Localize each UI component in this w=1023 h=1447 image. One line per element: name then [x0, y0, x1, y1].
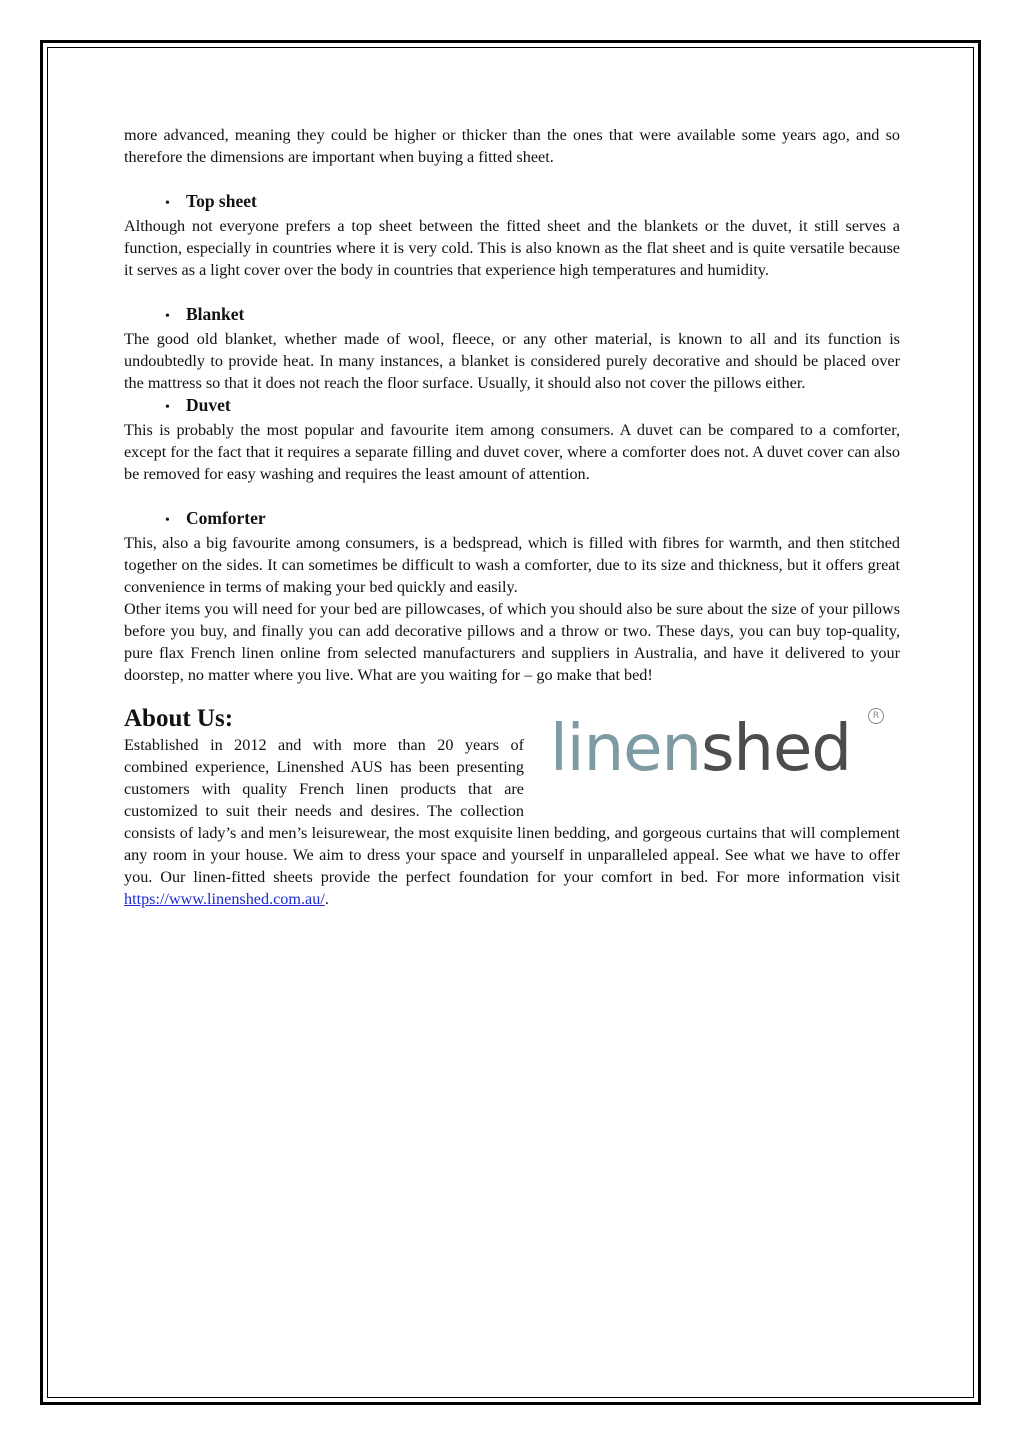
- section-body-duvet: This is probably the most popular and favourite item among consumers. A duvet can be compared to a comforter, except for the fact that it requires a separate filling and duvet cover, where a comforter does not. A duvet cover can also be removed for easy washing and requires the least amount of attention.: [124, 421, 900, 483]
- registered-mark-icon: R: [868, 708, 884, 724]
- linenshed-logo: [544, 708, 900, 810]
- closing-paragraph: Other items you will need for your bed are pillowcases, of which you should also be sure about the size of your pillows before you buy, and finally you can add decorative pillows and a throw or two. These days, you can buy top-quality, pure flax French linen online from selected manufacturers and suppliers in Australia, and have it delivered to your doorstep, no matter where you live. What are you waiting for – go make that bed!: [124, 600, 900, 684]
- section-heading-comforter: • Comforter: [124, 507, 900, 532]
- about-us-heading: About Us:: [124, 705, 234, 732]
- section-body-top-sheet: Although not everyone prefers a top sheet between the fitted sheet and the blankets or the duvet, it still serves a function, especially in countries where it is very cold. This is also known as the flat sheet and is quite versatile because it serves as a light cover over the body in countries that experience high temperatures and humidity.: [124, 217, 900, 279]
- section-heading-top-sheet: • Top sheet: [124, 190, 900, 215]
- website-link[interactable]: https://www.linenshed.com.au/: [124, 890, 325, 908]
- section-heading-blanket: • Blanket: [124, 303, 900, 328]
- bullet-icon: •: [165, 400, 170, 415]
- logo-wordmark: linenshed: [550, 712, 851, 786]
- bullet-icon: •: [165, 196, 170, 211]
- section-body-blanket: The good old blanket, whether made of wool, fleece, or any other material, is known to all and its function is undoubtedly to provide heat. In many instances, a blanket is considered purely decorative and should be placed over the mattress so that it does not reach the floor surface. Usually, it should also not cover the pillows either.: [124, 330, 900, 392]
- bullet-icon: •: [165, 513, 170, 528]
- document-body: [124, 124, 900, 910]
- about-us-body: Established in 2012 and with more than 20 years of combined experience, Linenshed AUS has been presenting customers with quality French linen products that are customized to suit their needs and desires. The collection consists of lady’s and men’s leisurewear, the most exquisite linen bedding, and gorgeous curtains that will complement any room in your house. We aim to dress your space and yourself in unparalleled appeal. See what we have to offer you. Our linen-fitted sheets provide the perfect foundation for your comfort in bed. For more information visit https://www.linenshed.com.au/.: [124, 736, 900, 908]
- section-heading-duvet: • Duvet: [124, 394, 900, 419]
- intro-paragraph: more advanced, meaning they could be higher or thicker than the ones that were available some years ago, and so therefore the dimensions are important when buying a fitted sheet.: [124, 126, 900, 166]
- section-body-comforter: This, also a big favourite among consumers, is a bedspread, which is filled with fibres for warmth, and then stitched together on the sides. It can sometimes be difficult to wash a comforter, due to its size and thickness, but it offers great convenience in terms of making your bed quickly and easily.: [124, 534, 900, 596]
- bullet-icon: •: [165, 309, 170, 324]
